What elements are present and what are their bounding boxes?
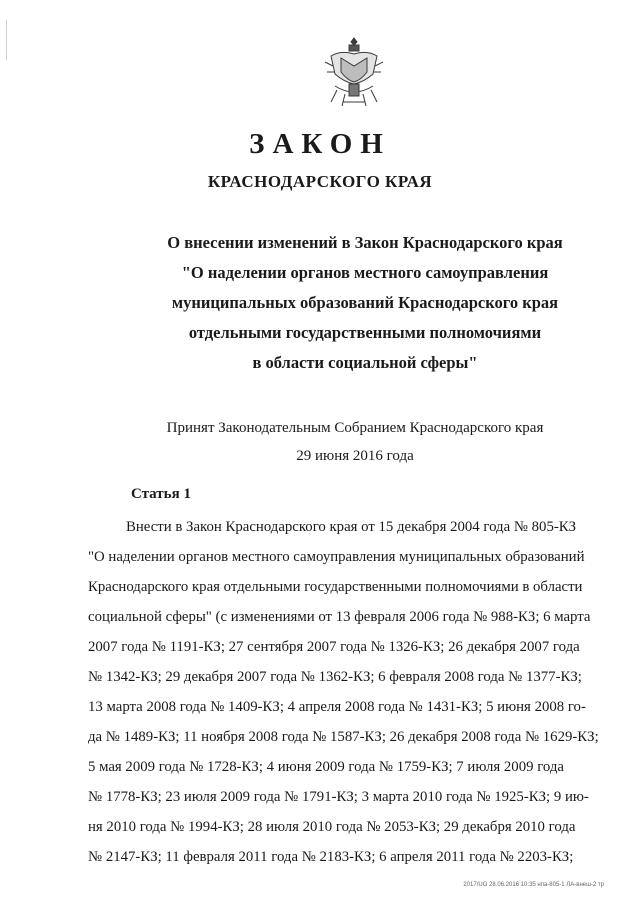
body-line: № 2147-КЗ; 11 февраля 2011 года № 2183-КЗ; 6 апреля 2011 года № 2203-КЗ; [88,849,574,865]
law-title: ЗАКОН [249,128,391,160]
body-line: Внести в Закон Краснодарского края от 15 декабря 2004 года № 805-КЗ [126,519,577,535]
law-heading [130,228,600,378]
body-line: 2007 года № 1191-КЗ; 27 сентября 2007 года № 1326-КЗ; 26 декабря 2007 года [88,639,580,655]
footer-stamp: 2017/UG 28.06.2016 10:35 нпа-805-1 ЛА-внеш-2 тр [463,882,604,888]
body-line: 13 марта 2008 года № 1409-КЗ; 4 апреля 2008 года № 1431-КЗ; 5 июня 2008 го- [88,699,586,715]
body-line: № 1778-КЗ; 23 июля 2009 года № 1791-КЗ; 3 марта 2010 года № 1925-КЗ; 9 ию- [88,789,589,805]
adoption-date: 29 июня 2016 года [296,448,414,464]
article-body [88,512,608,872]
heading-line: О внесении изменений в Закон Краснодарского края [167,233,563,252]
body-line: Краснодарского края отдельными государственными полномочиями в области [88,579,583,595]
heading-line: отдельными государственными полномочиями [188,323,542,342]
heading-line: в области социальной сферы" [252,353,478,372]
body-line: да № 1489-КЗ; 11 ноября 2008 года № 1587-КЗ; 26 декабря 2008 года № 1629-КЗ; [88,729,599,745]
body-line: социальной сферы" (с изменениями от 13 февраля 2006 года № 988-КЗ; 6 марта [88,609,591,625]
body-line: № 1342-КЗ; 29 декабря 2007 года № 1362-КЗ; 6 февраля 2008 года № 1377-КЗ; [88,669,582,685]
body-line: ня 2010 года № 1994-КЗ; 28 июля 2010 года № 2053-КЗ; 29 декабря 2010 года [88,819,576,835]
law-region: КРАСНОДАРСКОГО КРАЯ [207,172,433,191]
heading-line: "О наделении органов местного самоуправления [181,263,549,282]
coat-of-arms-icon [323,36,385,108]
article-title: Статья 1 [131,486,191,502]
body-line: 5 мая 2009 года № 1728-КЗ; 4 июня 2009 года № 1759-КЗ; 7 июля 2009 года [88,759,564,775]
scan-margin-mark [6,20,7,60]
heading-line: муниципальных образований Краснодарского края [171,293,559,312]
adoption-line: Принят Законодательным Собранием Краснодарского края [166,420,544,436]
adoption-note [120,414,590,470]
body-line: "О наделении органов местного самоуправления муниципальных образований [88,549,585,565]
